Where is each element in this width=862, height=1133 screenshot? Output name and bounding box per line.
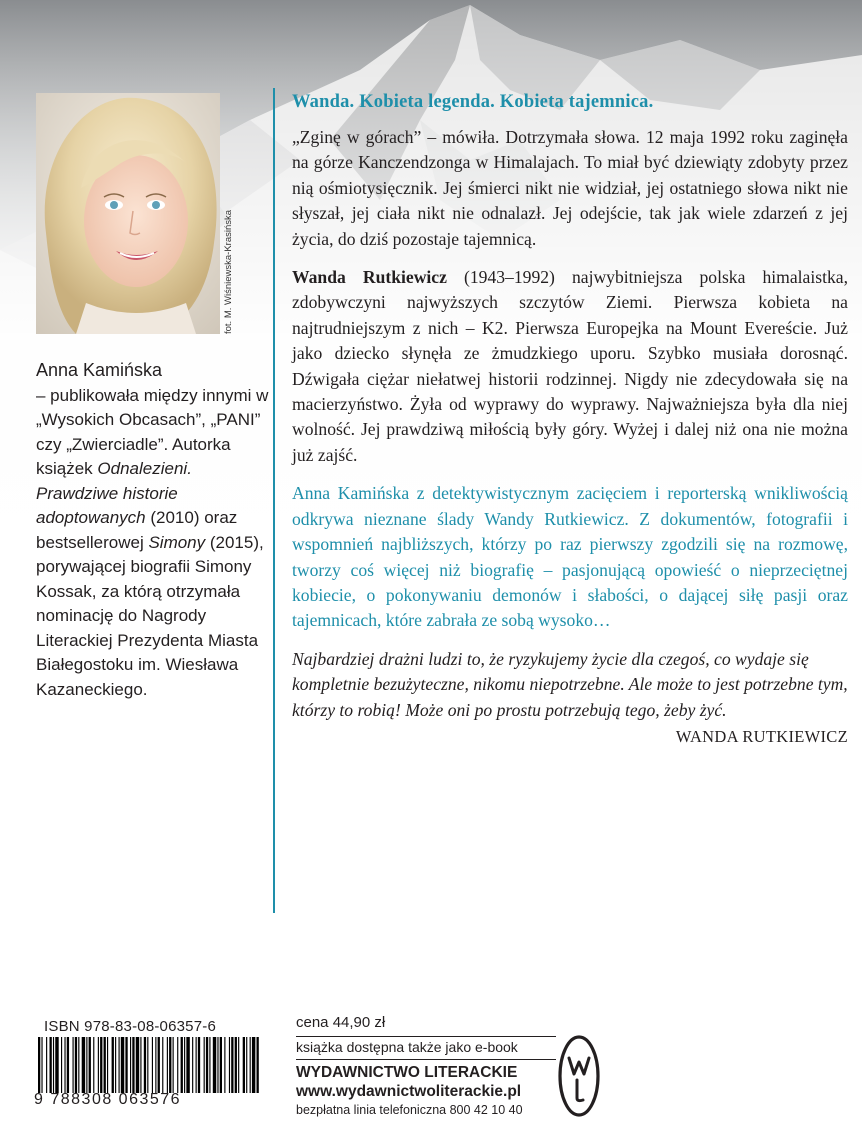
author-bio-text-3: (2015), porywającej biografii Simony Kossak, za którą otrzymała nominację do Nagrody Literackiej Prezydenta Miasta Białegostoku im. Wiesława Kazaneckiego. (36, 532, 264, 699)
barcode-bar (152, 1037, 153, 1093)
paragraph-biography (292, 265, 848, 468)
subject-name: Wanda Rutkiewicz (292, 267, 447, 288)
blurb-column (292, 92, 848, 747)
barcode-bar (196, 1037, 197, 1093)
author-bio-book-title-1: Odnalezieni. Prawdziwe historie adoptowanych (36, 459, 192, 527)
barcode-bar (61, 1037, 62, 1093)
barcode-bar (93, 1037, 94, 1093)
barcode-bar (100, 1037, 102, 1093)
isbn-number: ISBN 978-83-08-06357-6 (44, 1018, 217, 1035)
barcode-bar (177, 1037, 178, 1093)
barcode-bar (89, 1037, 91, 1093)
author-bio (36, 358, 274, 702)
barcode-bar (155, 1037, 156, 1093)
barcode-bar (206, 1037, 208, 1093)
author-name: Anna Kamińska (36, 360, 163, 380)
barcode-bar (243, 1037, 245, 1093)
barcode-bar (136, 1037, 139, 1093)
barcode-bar (209, 1037, 210, 1093)
barcode-bar (64, 1037, 65, 1093)
barcode-bar (147, 1037, 148, 1093)
barcode-bar (198, 1037, 200, 1093)
barcode-bar (78, 1037, 79, 1093)
barcode-bar (112, 1037, 114, 1093)
barcode-bar (50, 1037, 52, 1093)
barcode-bar (107, 1037, 108, 1093)
paragraph-biography-text: (1943–1992) najwybitniejsza polska himalaistka, zdobywczyni najwyższych szczytów Ziemi. Pierwsza kobieta na najtrudniejszym z nich – K2. Pierwsza Europejka na Mount Evereście. Już jako dziecko słynęła ze żmudzkiego uporu. Szybko musiała dorosnąć. Dźwigała ciężar niełatwej historii rodzinnej. Nigdy nie zdecydowała się na macierzyństwo. Żyła od wyprawy do wyprawy. Najważniejsza była dla niej wolność. Jej prawdziwą miłością były góry. Wyżej i dalej niż ona nie można już zajść. (292, 267, 848, 465)
photo-credit-text: fot. M. Wiśniewska-Krasińska (223, 209, 234, 334)
barcode-bar (73, 1037, 74, 1093)
barcode-bar (158, 1037, 160, 1093)
publisher-name: WYDAWNICTWO LITERACKIE (296, 1064, 518, 1081)
barcode-bar (184, 1037, 185, 1093)
barcode-bar (231, 1037, 233, 1093)
barcode-bar (104, 1037, 106, 1093)
barcode-bar (192, 1037, 193, 1093)
publisher-phone: bezpłatna linia telefoniczna 800 42 10 40 (296, 1103, 523, 1117)
barcode-bar (213, 1037, 216, 1093)
barcode-bar (86, 1037, 87, 1093)
barcode-bar (82, 1037, 85, 1093)
paragraph-book-description: Anna Kamińska z detektywistycznym zacięciem i reporterską wnikliwością odkrywa nieznane ślady Wandy Rutkiewicz. Z dokumentów, fotografii i wspomnień najbliższych, którzy po raz pierwszy zgodzili się na rozmowę, tworzy coś więcej niż biografię – pasjonującą opowieść o nieprzeciętnej kobiecie, o pokonywaniu demonów i słabości, o dającej siłę pasji oraz tajemnicach, które zabrała ze sobą wysoko… (292, 483, 848, 631)
barcode-bar (224, 1037, 225, 1093)
barcode-bar (220, 1037, 222, 1093)
barcode-bar (98, 1037, 99, 1093)
author-bio-text-1: – publikowała między innymi w „Wysokich Obcasach”, „PANI” czy „Zwierciadle”. Autorka książek (36, 385, 269, 478)
author-bio-text-2: (2010) oraz bestsellerowej (36, 508, 238, 552)
barcode-bar (186, 1037, 189, 1093)
barcode-bar (53, 1037, 54, 1093)
barcode-bar (41, 1037, 42, 1093)
barcode-bar (238, 1037, 239, 1093)
barcode-bar (181, 1037, 183, 1093)
barcode-bar (46, 1037, 47, 1093)
barcode-bar (229, 1037, 230, 1093)
ean-digits: 9 788308 063576 (34, 1091, 182, 1108)
author-bio-book-title-2: Simony (148, 532, 206, 552)
barcode-bar (115, 1037, 116, 1093)
paragraph-intro: „Zginę w górach” – mówiła. Dotrzymała słowa. 12 maja 1992 roku zaginęła na górze Kanczendzonga w Himalajach. To miał być dziewiąty zdobyty przez nią ośmiotysięcznik. Jej śmierci nikt nie widział, jej ostatniego słowa nikt nie słyszał, jej ciała nikt nie odnalazł. Jej odejście, tak jak wiele zdarzeń z jej życia, do dziś pozostaje tajemnicą. (292, 127, 848, 249)
barcode-bar (167, 1037, 168, 1093)
barcode-bar (144, 1037, 146, 1093)
publisher-info (296, 1012, 556, 1119)
barcode-bar (257, 1037, 259, 1093)
barcode-bar (55, 1037, 58, 1093)
barcode-bar (169, 1037, 171, 1093)
barcode (34, 1018, 262, 1118)
barcode-bar (130, 1037, 131, 1093)
barcode-bars (34, 1037, 262, 1093)
barcode-bar (75, 1037, 77, 1093)
headline: Wanda. Kobieta legenda. Kobieta tajemnica. (292, 92, 654, 112)
publisher-logo-icon (557, 1034, 601, 1118)
barcode-bar (162, 1037, 163, 1093)
photo-credit (223, 95, 237, 334)
barcode-bar (217, 1037, 218, 1093)
barcode-bar (38, 1037, 40, 1093)
barcode-bar (204, 1037, 205, 1093)
author-photo (36, 93, 220, 334)
barcode-bar (121, 1037, 124, 1093)
price: cena 44,90 zł (296, 1014, 386, 1031)
barcode-bar (250, 1037, 251, 1093)
quote: Najbardziej drażni ludzi to, że ryzykujemy życie dla czegoś, co wydaje się kompletnie bezużyteczne, nikomu niepotrzebne. Ale może to jest potrzebne tym, którzy to robią! Może oni po prostu potrzebują tego, żeby żyć. (292, 648, 848, 720)
barcode-bar (140, 1037, 141, 1093)
barcode-bar (235, 1037, 237, 1093)
barcode-bar (67, 1037, 69, 1093)
ebook-note: książka dostępna także jako e-book (296, 1036, 556, 1060)
author-portrait-illustration (36, 93, 220, 334)
publisher-website[interactable]: www.wydawnictwoliterackie.pl (296, 1083, 522, 1100)
barcode-bar (132, 1037, 134, 1093)
barcode-bar (246, 1037, 247, 1093)
barcode-bar (119, 1037, 120, 1093)
barcode-bar (252, 1037, 255, 1093)
quote-author: WANDA RUTKIEWICZ (675, 726, 848, 746)
barcode-bar (173, 1037, 174, 1093)
barcode-bar (125, 1037, 127, 1093)
divider-line (273, 88, 275, 913)
